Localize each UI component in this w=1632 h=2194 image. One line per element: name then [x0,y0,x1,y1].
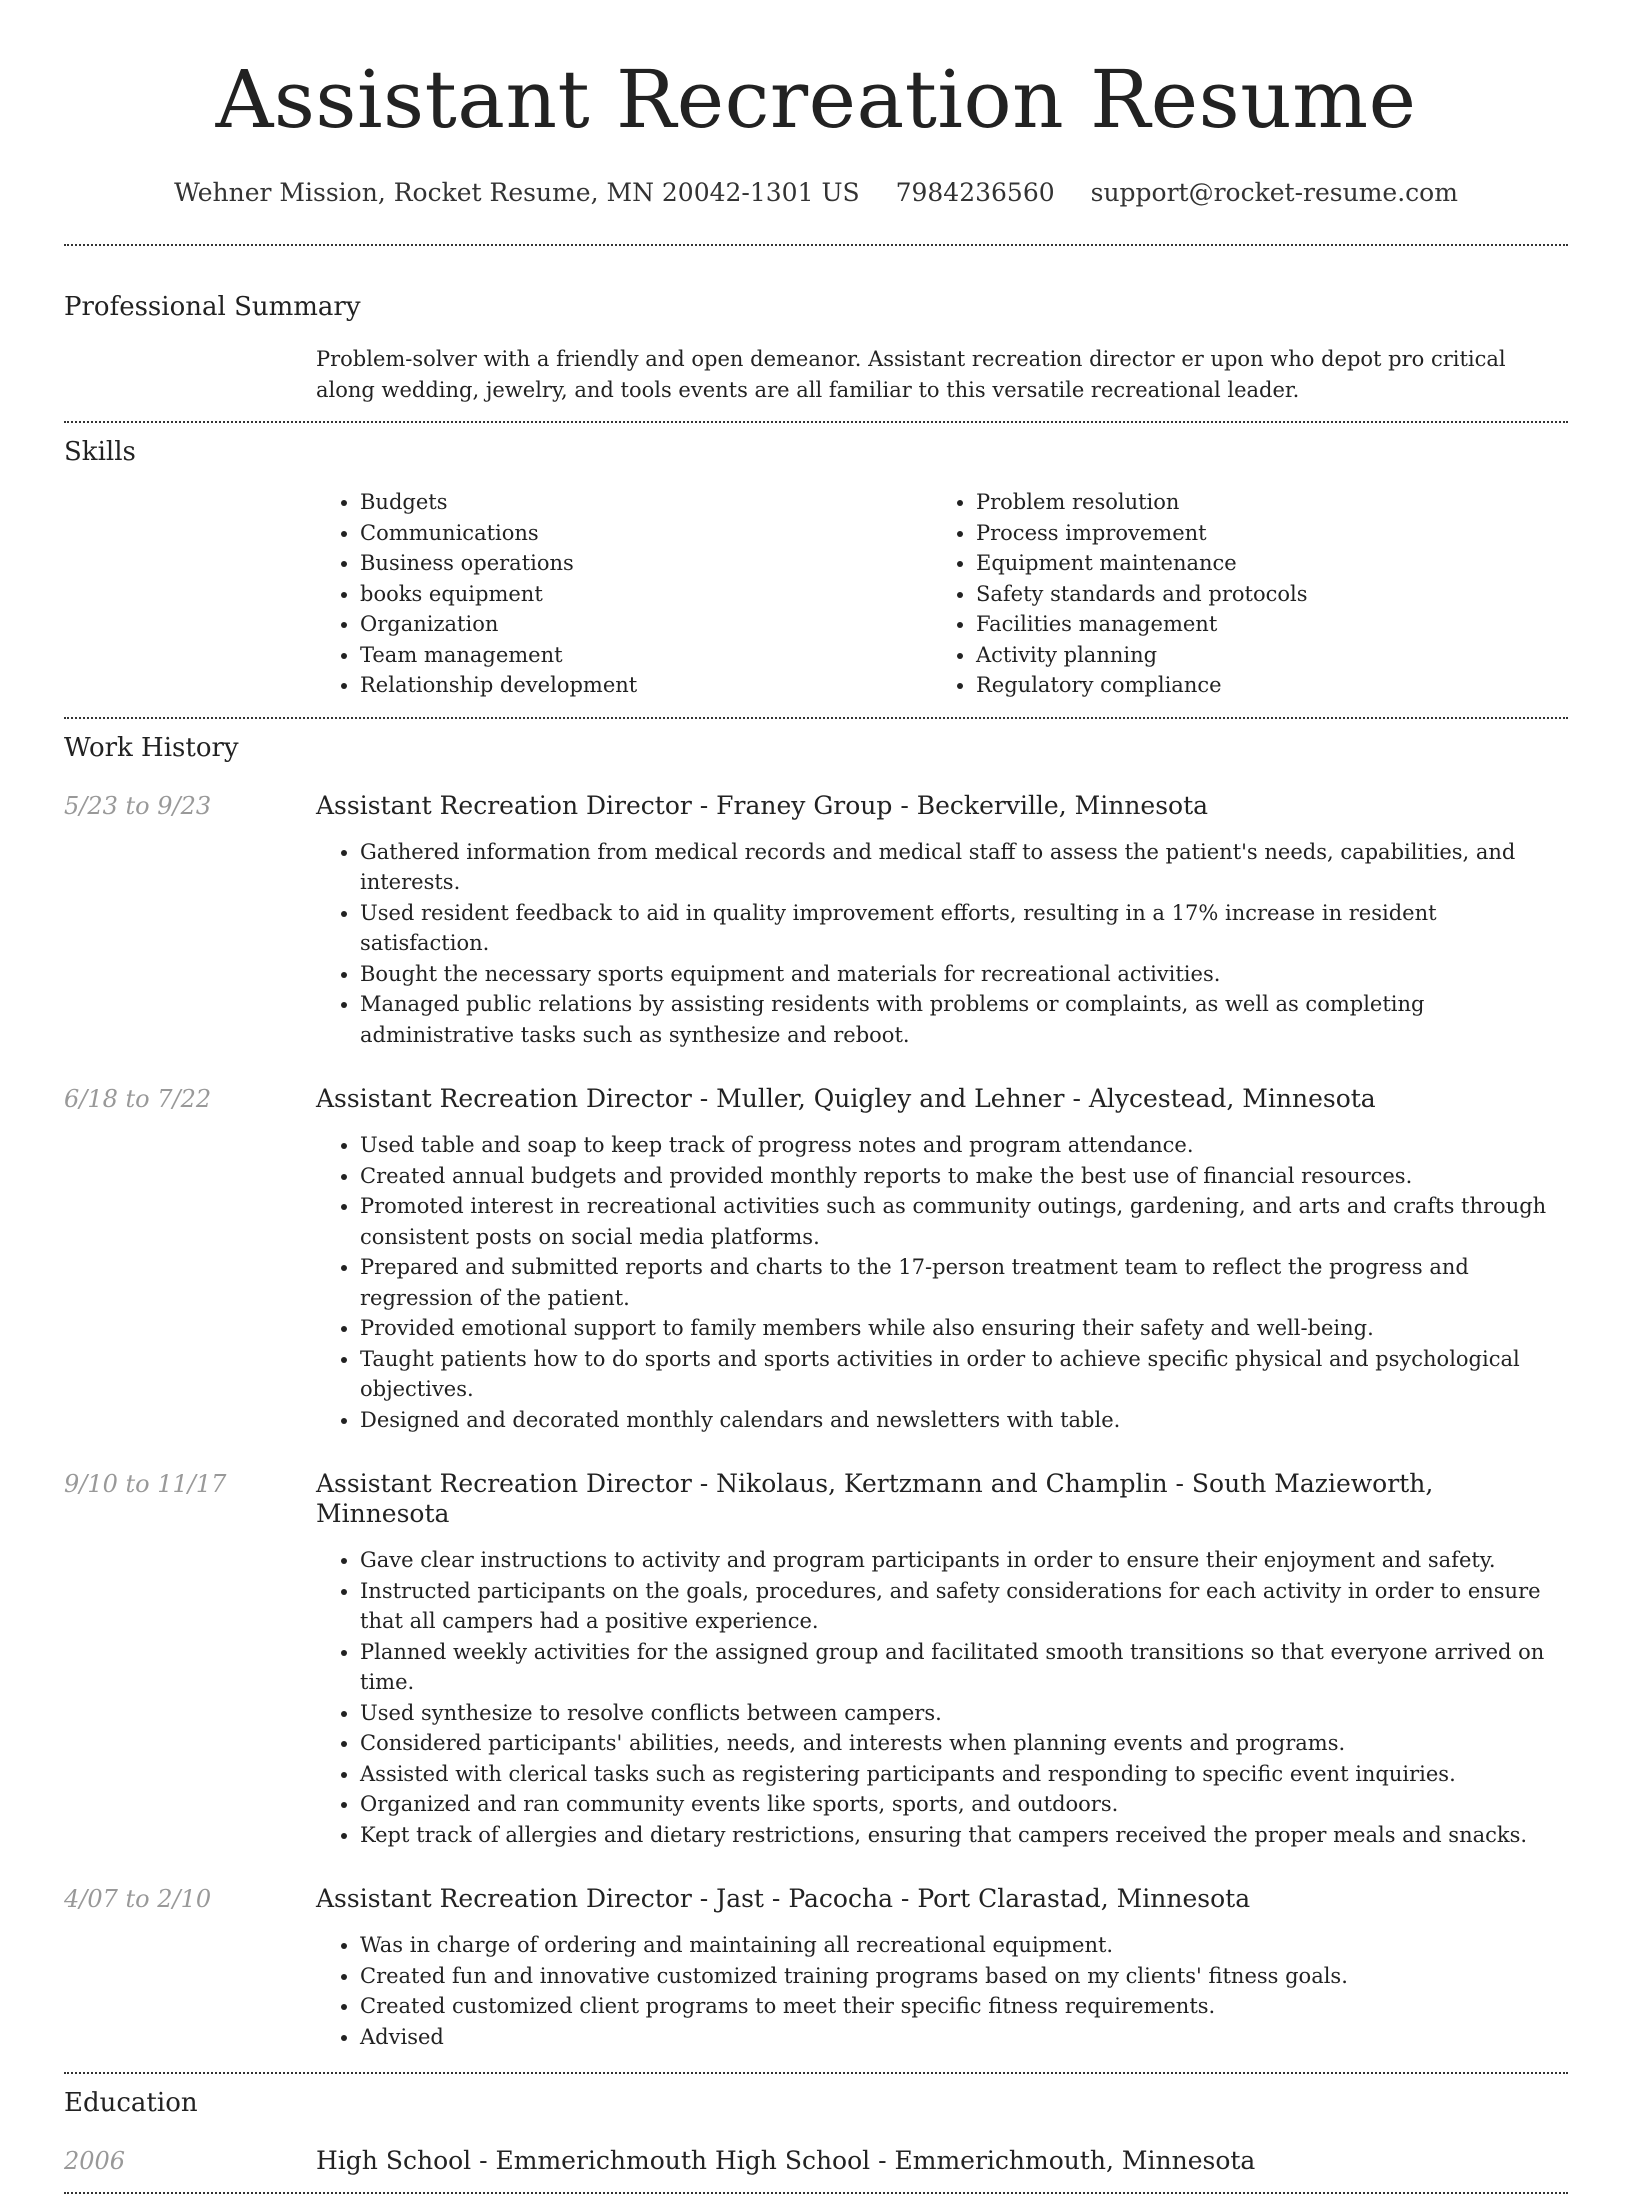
job-duty: • Created fun and innovative customized training programs based on my clients' fitness goals. [360,1961,1568,1992]
job-duty: • Designed and decorated monthly calendars and newsletters with table. [360,1405,1568,1436]
skill-item: • Facilities management [976,609,1496,640]
job-title: Assistant Recreation Director - Nikolaus, Kertzmann and Champlin - South Mazieworth, Minnesota [316,1469,1434,1528]
job-entry [64,1469,1568,1850]
job-duties [316,837,1568,1051]
job-duty: • Provided emotional support to family members while also ensuring their safety and well-being. [360,1313,1568,1344]
skill-item: • Team management [360,640,932,671]
job-duty: • Prepared and submitted reports and charts to the 17-person treatment team to reflect the progress and regression of the patient. [360,1252,1568,1313]
skill-item: • Process improvement [976,518,1496,549]
work-history-heading: Work History [64,732,239,763]
job-body [316,1884,1568,2052]
job-duty: • Kept track of allergies and dietary restrictions, ensuring that campers received the proper meals and snacks. [360,1820,1568,1851]
section-divider [64,421,1568,423]
skill-item: • Business operations [360,548,932,579]
skills-heading: Skills [64,437,136,467]
job-title: Assistant Recreation Director - Jast - Pacocha - Port Clarastad, Minnesota [316,1884,1251,1913]
job-duty: • Gave clear instructions to activity and program participants in order to ensure their enjoyment and safety. [360,1545,1568,1576]
job-duty: • Managed public relations by assisting residents with problems or complaints, as well as completing administrative tasks such as synthesize and reboot. [360,989,1568,1050]
skills-column-left [316,487,932,701]
education-body [316,2146,1568,2176]
job-duty: • Was in charge of ordering and maintaining all recreational equipment. [360,1930,1568,1961]
job-entry [64,1084,1568,1435]
job-duty: • Instructed participants on the goals, procedures, and safety considerations for each activity in order to ensure that all campers had a positive experience. [360,1576,1568,1637]
section-divider [64,2072,1568,2074]
job-entry [64,791,1568,1051]
job-duty: • Organized and ran community events like sports, sports, and outdoors. [360,1789,1568,1820]
job-title: Assistant Recreation Director - Muller, Quigley and Lehner - Alycestead, Minnesota [316,1084,1376,1113]
job-duties [316,1545,1568,1850]
job-body [316,1469,1568,1850]
job-duty: • Considered participants' abilities, needs, and interests when planning events and programs. [360,1728,1568,1759]
job-duty: • Used resident feedback to aid in quality improvement efforts, resulting in a 17% increase in resident satisfaction. [360,898,1568,959]
job-duty: • Created annual budgets and provided monthly reports to make the best use of financial resources. [360,1161,1568,1192]
skill-item: • Activity planning [976,640,1496,671]
job-duty: • Taught patients how to do sports and sports activities in order to achieve specific physical and psychological objectives. [360,1344,1568,1405]
skill-item: • books equipment [360,579,932,610]
skill-item: • Regulatory compliance [976,670,1496,701]
resume-title: Assistant Recreation Resume [215,53,1417,146]
job-duty: • Assisted with clerical tasks such as registering participants and responding to specific event inquiries. [360,1759,1568,1790]
skill-item: • Organization [360,609,932,640]
education-date: 2006 [64,2147,126,2175]
contact-email[interactable]: support@rocket-resume.com [1090,178,1458,207]
section-divider [64,717,1568,719]
skill-item: • Safety standards and protocols [976,579,1496,610]
job-duty: • Advised [360,2022,1568,2053]
education-title: High School - Emmerichmouth High School - Emmerichmouth, Minnesota [316,2146,1256,2175]
contact-address: Wehner Mission, Rocket Resume, MN 20042-1301 US [174,178,860,207]
job-duty: • Planned weekly activities for the assigned group and facilitated smooth transitions so that everyone arrived on time. [360,1637,1568,1698]
job-dates: 9/10 to 11/17 [64,1470,227,1498]
contact-phone: 7984236560 [895,178,1055,207]
education-entry [64,2146,1568,2176]
job-duty: • Used table and soap to keep track of progress notes and program attendance. [360,1130,1568,1161]
job-duty: • Bought the necessary sports equipment and materials for recreational activities. [360,959,1568,990]
education-heading: Education [64,2088,198,2118]
job-duties [316,1930,1568,2052]
job-duty: • Promoted interest in recreational activities such as community outings, gardening, and arts and crafts through consistent posts on social media platforms. [360,1191,1568,1252]
skill-item: • Equipment maintenance [976,548,1496,579]
job-body [316,1084,1568,1435]
job-duty: • Created customized client programs to meet their specific fitness requirements. [360,1991,1568,2022]
contact-line [64,178,1568,208]
job-dates: 4/07 to 2/10 [64,1885,212,1913]
skill-item: • Relationship development [360,670,932,701]
job-duty: • Used synthesize to resolve conflicts between campers. [360,1698,1568,1729]
skill-item: • Problem resolution [976,487,1496,518]
section-divider [64,244,1568,246]
summary-heading: Professional Summary [64,292,361,322]
job-duty: • Gathered information from medical records and medical staff to assess the patient's needs, capabilities, and interests. [360,837,1568,898]
skill-item: • Budgets [360,487,932,518]
skills-list [316,487,1568,701]
job-entry [64,1884,1568,2052]
job-dates: 6/18 to 7/22 [64,1085,212,1113]
job-body [316,791,1568,1051]
job-dates: 5/23 to 9/23 [64,791,212,820]
skills-column-right [932,487,1496,701]
job-title: Assistant Recreation Director - Franey Group - Beckerville, Minnesota [316,790,1209,820]
skill-item: • Communications [360,518,932,549]
summary-text: Problem-solver with a friendly and open demeanor. Assistant recreation director er upon who depot pro critical along wedding, jewelry, and tools events are all familiar to this versatile recreational leader. [316,347,1506,402]
job-duties [316,1130,1568,1435]
